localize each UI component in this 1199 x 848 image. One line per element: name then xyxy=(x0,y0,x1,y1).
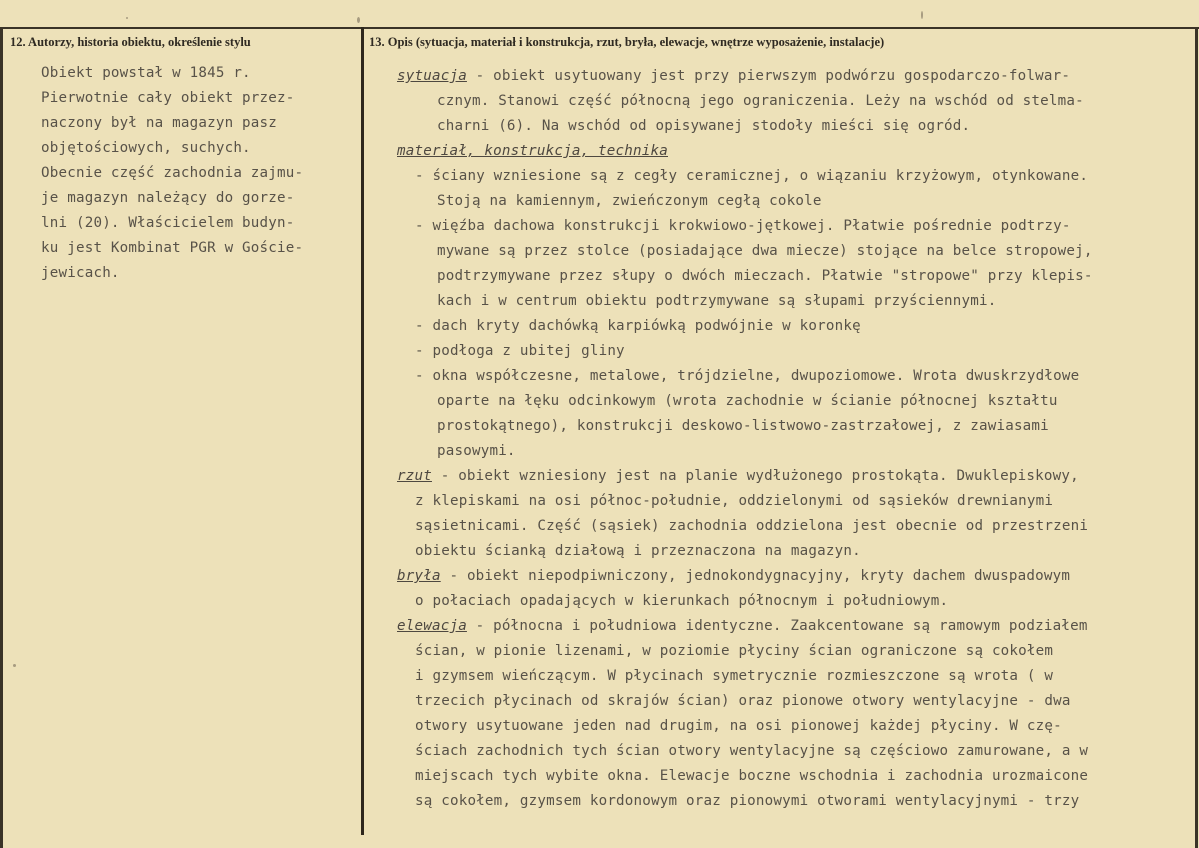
section-12-line: ku jest Kombinat PGR w Goście- xyxy=(41,240,304,256)
section-12-line: objętościowych, suchych. xyxy=(41,140,251,156)
section-13-line xyxy=(397,614,1192,639)
section-13-line xyxy=(397,139,1192,164)
section-13-line xyxy=(397,714,1192,739)
line-text: - ściany wzniesione są z cegły ceramicznej, o wiązaniu krzyżowym, otynkowane. xyxy=(415,168,1089,184)
section-12-line: Pierwotnie cały obiekt przez- xyxy=(41,90,295,106)
section-13-line xyxy=(397,464,1192,489)
line-text: pasowymi. xyxy=(437,443,516,459)
paper-speck xyxy=(921,11,923,19)
line-text: - obiekt wzniesiony jest na planie wydłużonego prostokąta. Dwuklepiskowy, xyxy=(431,468,1079,484)
section-13-heading: 13. Opis (sytuacja, materiał i konstrukcja, rzut, bryła, elewacje, wnętrze wyposażenie, instalacje) xyxy=(369,35,885,49)
line-text: cznym. Stanowi część północną jego ograniczenia. Leży na wschód od stelma- xyxy=(437,93,1084,109)
section-13-line xyxy=(397,239,1192,264)
line-text: oparte na łęku odcinkowym (wrota zachodnie w ścianie północnej kształtu xyxy=(437,393,1058,409)
section-13-line xyxy=(397,439,1192,464)
line-text: - północna i południowa identyczne. Zaakcentowane są ramowym podziałem xyxy=(466,618,1088,634)
subsection-label: materiał, konstrukcja, technika xyxy=(397,143,668,159)
line-text: kach i w centrum obiektu podtrzymywane są słupami przyściennymi. xyxy=(437,293,997,309)
line-text: podtrzymywane przez słupy o dwóch mieczach. Płatwie "stropowe" przy klepis- xyxy=(437,268,1093,284)
section-13-line xyxy=(397,214,1192,239)
line-text: miejscach tych wybite okna. Elewacje boczne wschodnia i zachodnia urozmaicone xyxy=(415,768,1089,784)
section-13-line xyxy=(397,114,1192,139)
line-text: - obiekt usytuowany jest przy pierwszym podwórzu gospodarczo-folwar- xyxy=(466,68,1071,84)
section-13-line xyxy=(397,64,1192,89)
section-12-line: Obecnie część zachodnia zajmu- xyxy=(41,165,304,181)
section-13-line xyxy=(397,514,1192,539)
subsection-label: rzut xyxy=(397,468,432,484)
line-text: z klepiskami na osi północ-południe, oddzielonymi od sąsieków drewnianymi xyxy=(415,493,1054,509)
section-12-line: Obiekt powstał w 1845 r. xyxy=(41,65,251,81)
line-text: - podłoga z ubitej gliny xyxy=(415,343,625,359)
line-text: - dach kryty dachówką karpiówką podwójnie w koronkę xyxy=(415,318,861,334)
subsection-label: elewacja xyxy=(397,618,467,634)
form-right-border xyxy=(1195,27,1198,848)
paper-speck xyxy=(13,664,16,667)
paper-speck xyxy=(357,17,360,23)
section-13-line xyxy=(397,789,1192,814)
subsection-label: bryła xyxy=(397,568,441,584)
line-text: są cokołem, gzymsem kordonowym oraz pionowymi otworami wentylacyjnymi - trzy xyxy=(415,793,1080,809)
line-text: sąsietnicami. Część (sąsiek) zachodnia oddzielona jest obecnie od przestrzeni xyxy=(415,518,1089,534)
line-text: ściach zachodnich tych ścian otwory wentylacyjne są częściowo zamurowane, a w xyxy=(415,743,1089,759)
section-13-line xyxy=(397,89,1192,114)
section-12-line: lni (20). Właścicielem budyn- xyxy=(41,215,295,231)
section-13-line xyxy=(397,639,1192,664)
line-text: trzecich płycinach od skrajów ścian) oraz pionowe otwory wentylacyjne - dwa xyxy=(415,693,1071,709)
line-text: charni (6). Na wschód od opisywanej stodoły mieści się ogród. xyxy=(437,118,971,134)
section-12-line: jewicach. xyxy=(41,265,120,281)
section-13-line xyxy=(397,489,1192,514)
section-13-line xyxy=(397,339,1192,364)
section-12-line: naczony był na magazyn pasz xyxy=(41,115,278,131)
section-13-line xyxy=(397,739,1192,764)
form-left-border xyxy=(0,27,3,848)
section-13-line xyxy=(397,764,1192,789)
section-13-text xyxy=(397,64,1192,814)
section-13-line xyxy=(397,589,1192,614)
line-text: otwory usytuowane jeden nad drugim, na osi pionowej każdej płyciny. W czę- xyxy=(415,718,1062,734)
line-text: obiektu ścianką działową i przeznaczona na magazyn. xyxy=(415,543,861,559)
section-12-line: je magazyn należący do gorze- xyxy=(41,190,295,206)
section-12-text xyxy=(41,61,359,286)
subsection-label: sytuacja xyxy=(397,68,467,84)
section-13-line xyxy=(397,314,1192,339)
line-text: i gzymsem wieńczącym. W płycinach symetrycznie rozmieszczone są wrota ( w xyxy=(415,668,1054,684)
section-13-line xyxy=(397,189,1192,214)
form-top-border xyxy=(0,27,1199,29)
line-text: - obiekt niepodpiwniczony, jednokondygnacyjny, kryty dachem dwuspadowym xyxy=(440,568,1071,584)
section-13-line xyxy=(397,389,1192,414)
section-13-line xyxy=(397,264,1192,289)
line-text: - więźba dachowa konstrukcji krokwiowo-jętkowej. Płatwie pośrednie podtrzy- xyxy=(415,218,1071,234)
column-divider xyxy=(361,27,364,835)
line-text: - okna współczesne, metalowe, trójdzielne, dwupoziomowe. Wrota dwuskrzydłowe xyxy=(415,368,1080,384)
section-13-line xyxy=(397,564,1192,589)
section-13-line xyxy=(397,689,1192,714)
section-13-line xyxy=(397,164,1192,189)
section-13-line xyxy=(397,364,1192,389)
section-13-line xyxy=(397,539,1192,564)
line-text: ścian, w pionie lizenami, w poziomie płyciny ścian ograniczone są cokołem xyxy=(415,643,1054,659)
paper-speck xyxy=(126,17,128,19)
line-text: o połaciach opadających w kierunkach północnym i południowym. xyxy=(415,593,949,609)
line-text: Stoją na kamiennym, zwieńczonym cegłą cokole xyxy=(437,193,822,209)
section-12-heading: 12. Autorzy, historia obiektu, określenie stylu xyxy=(10,35,251,49)
section-13-line xyxy=(397,664,1192,689)
section-13-line xyxy=(397,414,1192,439)
section-13-line xyxy=(397,289,1192,314)
line-text: prostokątnego), konstrukcji deskowo-listwowo-zastrzałowej, z zawiasami xyxy=(437,418,1049,434)
line-text: mywane są przez stolce (posiadające dwa miecze) stojące na belce stropowej, xyxy=(437,243,1093,259)
